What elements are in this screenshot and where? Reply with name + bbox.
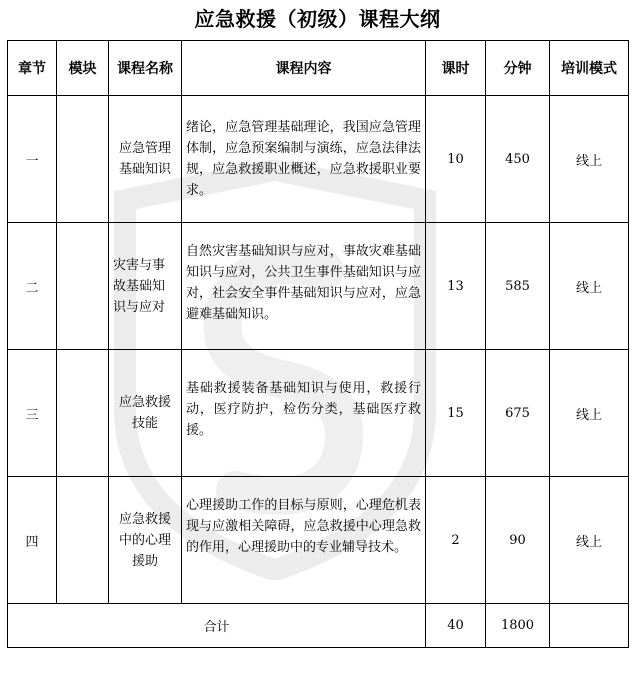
module-cell [57, 223, 109, 350]
total-row [8, 604, 629, 648]
header-training-mode: 培训模式 [550, 41, 629, 96]
table-row [8, 223, 629, 350]
table-header-row [8, 41, 629, 96]
chapter-cell: 四 [8, 477, 57, 604]
training-mode-cell: 线上 [550, 477, 629, 604]
chapter-cell: 二 [8, 223, 57, 350]
module-cell [57, 477, 109, 604]
hours-cell: 10 [426, 96, 486, 223]
page-title: 应急救援（初级）课程大纲 [194, 7, 441, 31]
header-chapter: 章节 [8, 41, 57, 96]
chapter-cell: 一 [8, 96, 57, 223]
header-course-name: 课程名称 [109, 41, 182, 96]
header-module: 模块 [57, 41, 109, 96]
header-hours: 课时 [426, 41, 486, 96]
table-row [8, 477, 629, 604]
module-cell [57, 350, 109, 477]
chapter-cell: 三 [8, 350, 57, 477]
course-name-cell: 应急管理基础知识 [109, 96, 182, 223]
training-mode-cell: 线上 [550, 223, 629, 350]
course-content-cell [182, 477, 426, 604]
minutes-cell: 450 [486, 96, 550, 223]
module-cell [57, 96, 109, 223]
minutes-cell: 90 [486, 477, 550, 604]
course-content-text: 心理援助工作的目标与原则，心理危机表现与应激相关障碍，应急救援中心理急救的作用，心理援助中的专业辅导技术。 [186, 498, 421, 555]
hours-cell: 2 [426, 477, 486, 604]
course-content-text: 自然灾害基础知识与应对，事故灾难基础知识与应对，公共卫生事件基础知识与应对，社会安全事件基础知识与应对，应急避难基础知识。 [186, 244, 421, 322]
table-row [8, 350, 629, 477]
hours-cell: 15 [426, 350, 486, 477]
course-content-cell [182, 223, 426, 350]
total-minutes: 1800 [486, 604, 550, 648]
course-content-text: 基础救援装备基础知识与使用，救援行动，医疗防护，检伤分类，基础医疗救援。 [186, 381, 421, 438]
training-mode-cell: 线上 [550, 350, 629, 477]
table-row [8, 96, 629, 223]
course-name-cell: 灾害与事故基础知识与应对 [109, 223, 182, 350]
course-name-cell: 应急救援中的心理援助 [109, 477, 182, 604]
course-content-cell [182, 350, 426, 477]
course-content-text: 绪论，应急管理基础理论，我国应急管理体制，应急预案编制与演练，应急法律法规，应急救援职业概述，应急救援职业要求。 [186, 120, 421, 198]
training-mode-cell: 线上 [550, 96, 629, 223]
course-content-cell [182, 96, 426, 223]
total-hours: 40 [426, 604, 486, 648]
hours-cell: 13 [426, 223, 486, 350]
course-name-cell: 应急救援技能 [109, 350, 182, 477]
minutes-cell: 585 [486, 223, 550, 350]
minutes-cell: 675 [486, 350, 550, 477]
total-label: 合计 [8, 604, 426, 648]
header-course-content: 课程内容 [182, 41, 426, 96]
header-minutes: 分钟 [486, 41, 550, 96]
total-training-mode [550, 604, 629, 648]
course-outline-table [7, 40, 629, 648]
